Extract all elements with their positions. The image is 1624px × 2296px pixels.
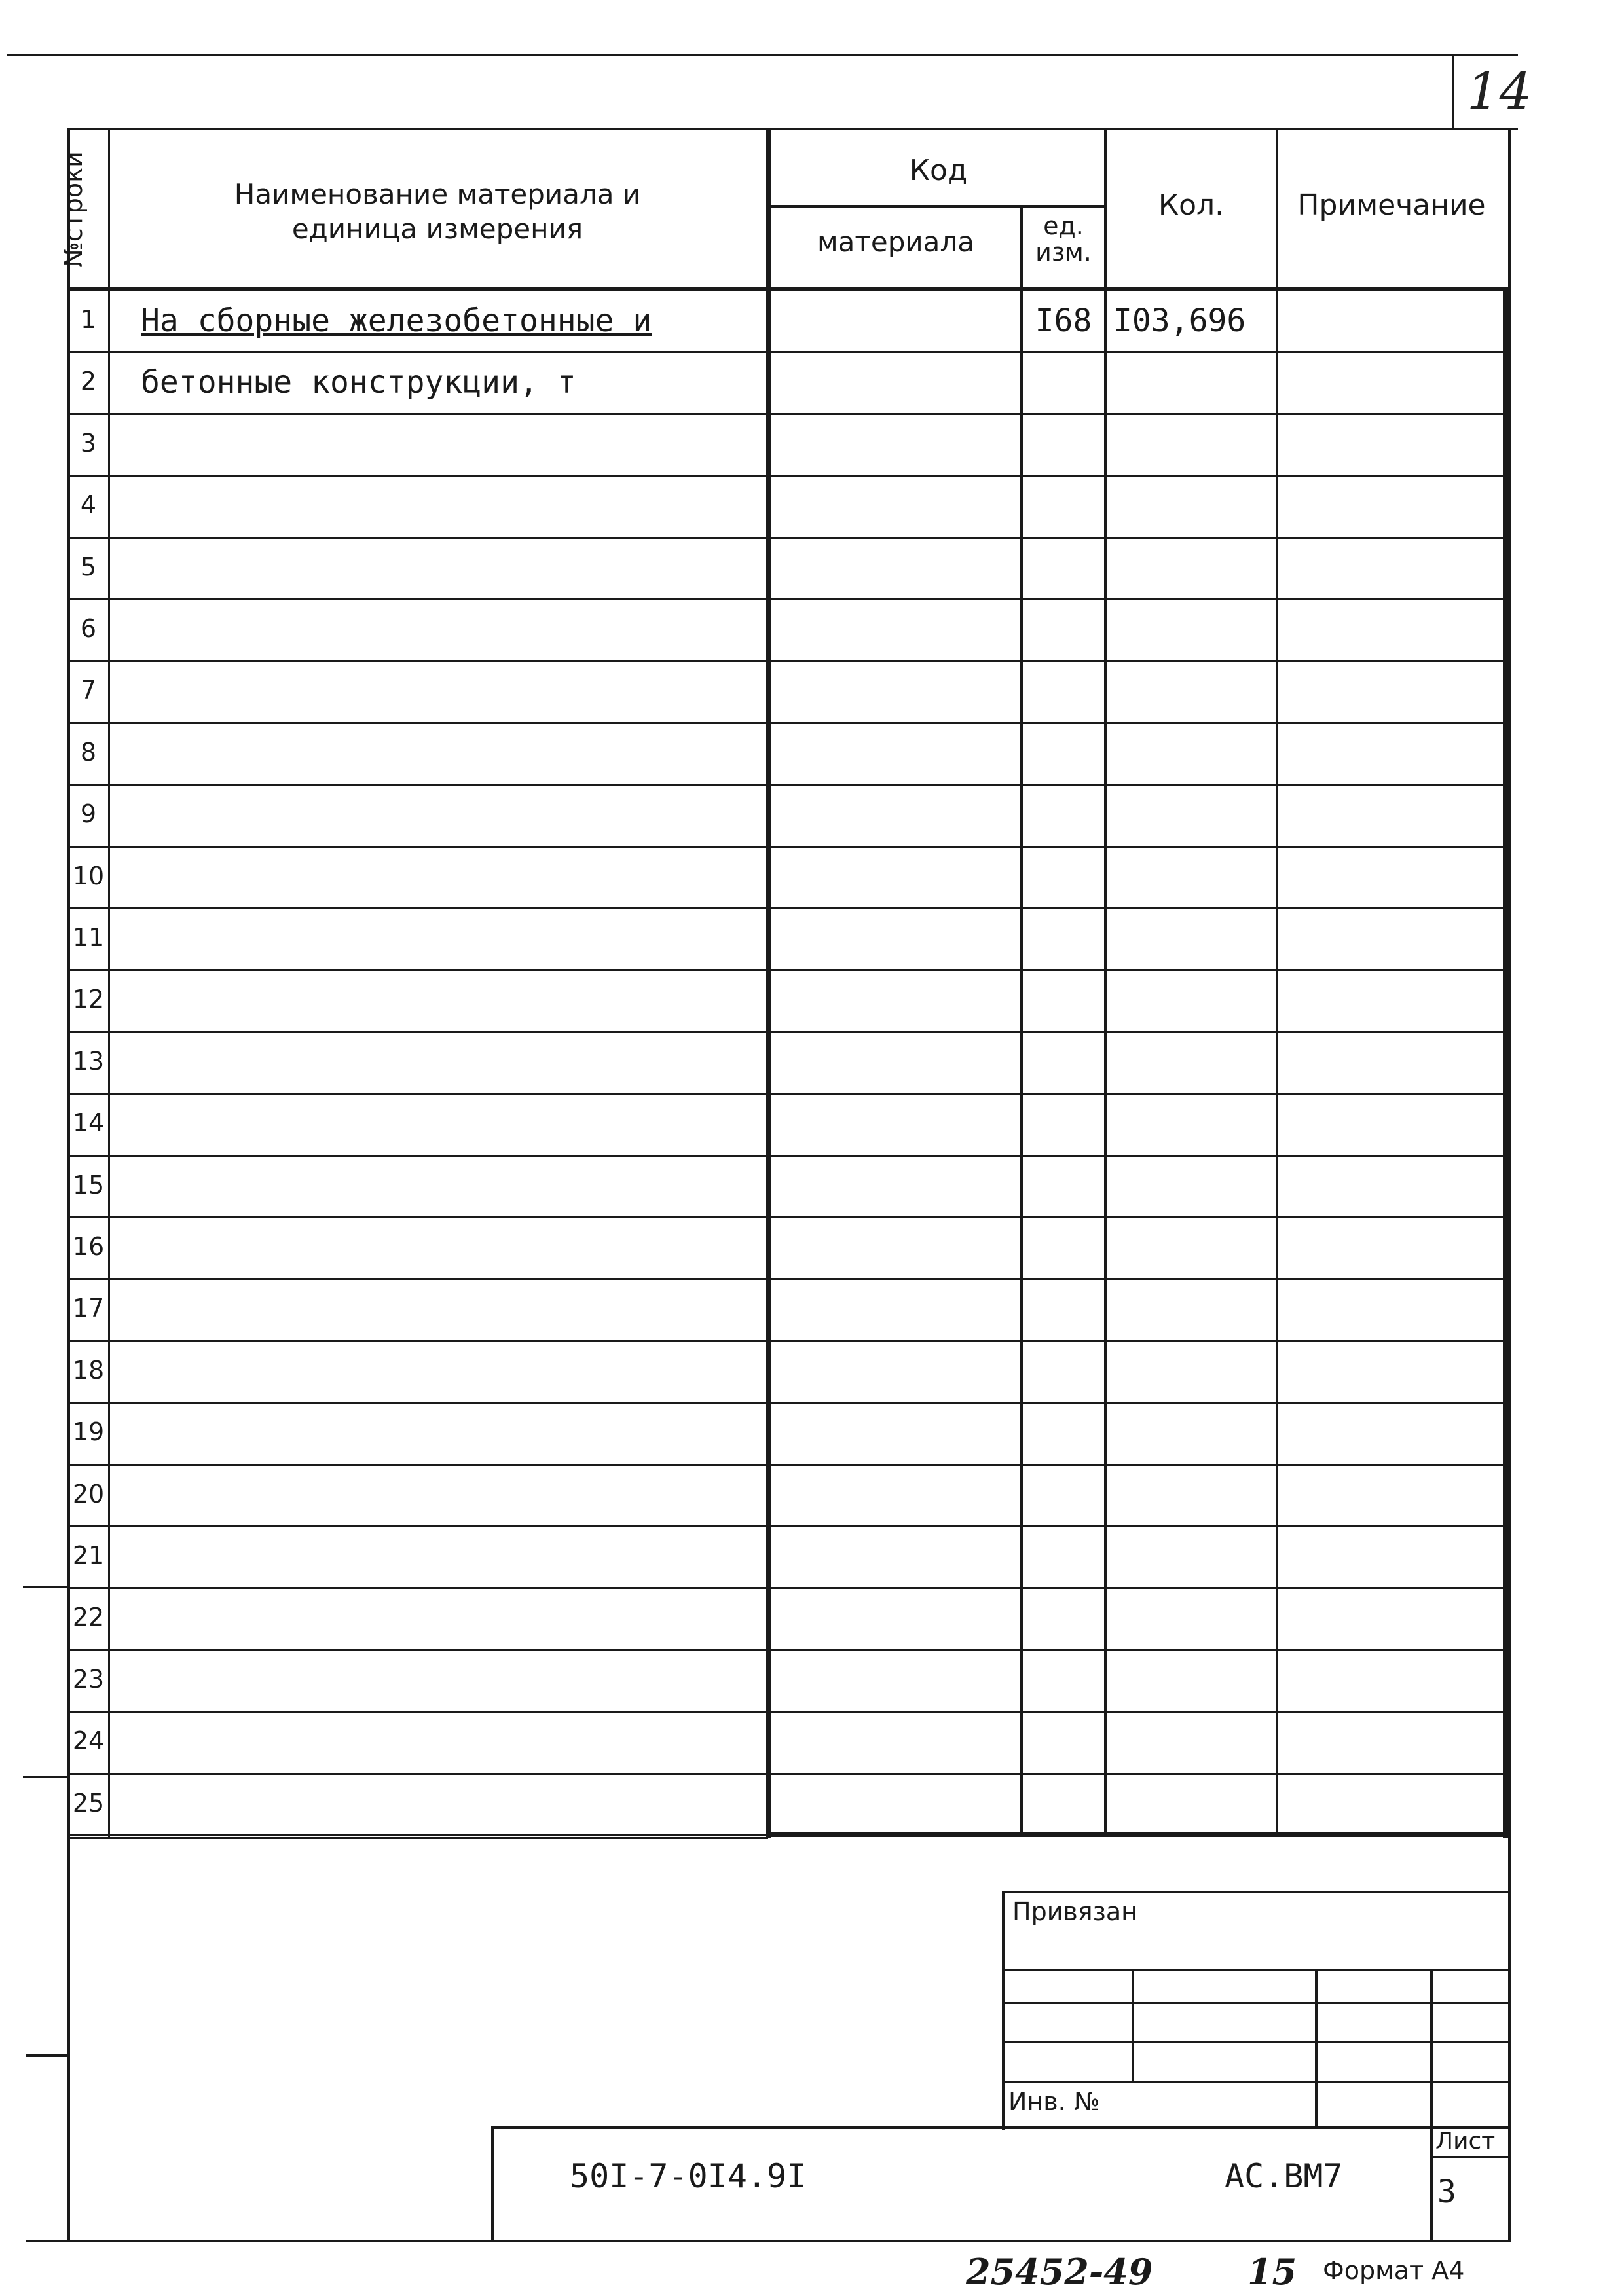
stamp-sheet-line (1430, 2156, 1511, 2158)
table-row (0, 538, 1508, 600)
margin-mark-1 (23, 1586, 69, 1588)
row-number: 17 (72, 1294, 105, 1322)
header-material: материала (817, 226, 974, 258)
stamp-col-2 (1315, 1969, 1318, 2126)
footer-format: Формат А4 (1323, 2256, 1465, 2285)
row-number: 16 (72, 1232, 105, 1261)
table-bottom-thin (67, 1837, 768, 1839)
table-row (0, 1465, 1508, 1527)
header-row-number: №строки (59, 151, 88, 268)
stamp-left (1002, 1891, 1005, 2130)
table-row (0, 1032, 1508, 1094)
table-row (0, 1712, 1508, 1774)
footer-handwritten-number: 25452-49 (966, 2251, 1153, 2293)
table-row (0, 1279, 1508, 1341)
row-number: 10 (72, 862, 105, 890)
row-number: 22 (72, 1603, 105, 1631)
row-number: 14 (72, 1108, 105, 1137)
header-unit-line2: изм. (1035, 238, 1092, 266)
table-row (0, 970, 1508, 1032)
row-number: 4 (80, 490, 97, 519)
row-number: 5 (80, 553, 97, 581)
row-number: 1 (80, 305, 97, 334)
row-number: 6 (80, 614, 97, 643)
row-number: 25 (72, 1789, 105, 1817)
stamp-doc-top (491, 2126, 1511, 2129)
row-number: 19 (72, 1417, 105, 1446)
table-row (0, 600, 1508, 661)
row-number: 15 (72, 1171, 105, 1199)
table-bottom-line (766, 1832, 1511, 1837)
table-row (0, 909, 1508, 970)
row-number: 12 (72, 985, 105, 1013)
header-quantity: Кол. (1158, 189, 1225, 222)
stamp-line-2 (1002, 2002, 1511, 2004)
stamp-doc-number: 50I-7-0I4.9I (570, 2157, 807, 2195)
row-number: 9 (80, 799, 97, 828)
row-quantity-cell: I03,696 (1113, 302, 1246, 339)
table-row (0, 476, 1508, 538)
row-number: 3 (80, 429, 97, 458)
stamp-col-3 (1430, 1969, 1433, 2240)
frame-bottom (26, 2240, 1511, 2242)
stamp-line-4 (1002, 2081, 1511, 2083)
header-name-line1: Наименование материала и (234, 178, 641, 210)
stamp-line-1 (1002, 1969, 1511, 1971)
table-row (0, 414, 1508, 476)
row-number: 11 (72, 923, 105, 952)
table-row (0, 1341, 1508, 1403)
table-row (0, 1403, 1508, 1465)
frame-top (67, 128, 1518, 130)
row-name-cell: бетонные конструкции, т (141, 364, 576, 401)
stamp-line-3 (1002, 2041, 1511, 2043)
table-row (0, 1218, 1508, 1279)
row-unit-code-cell: I68 (1035, 302, 1092, 339)
table-row (0, 785, 1508, 847)
top-border (7, 54, 1518, 56)
frame-right (1508, 128, 1511, 2242)
header-note: Примечание (1297, 189, 1486, 222)
stamp-doc-left (491, 2126, 494, 2240)
table-row (0, 1588, 1508, 1650)
table-row (0, 847, 1508, 909)
sheet-mark: 14 (1467, 62, 1532, 121)
row-name-cell: На сборные железобетонные и (141, 302, 652, 339)
header-unit-line1: ед. (1043, 211, 1084, 240)
stamp-sheet-number: 3 (1437, 2174, 1456, 2210)
table-row (0, 661, 1508, 723)
stamp-sheet-label: Лист (1435, 2128, 1496, 2155)
row-number: 13 (72, 1047, 105, 1076)
row-number: 21 (72, 1541, 105, 1570)
row-number: 24 (72, 1726, 105, 1755)
row-number: 2 (80, 367, 97, 395)
table-row (0, 1650, 1508, 1712)
header-name-line2: единица измерения (291, 213, 583, 245)
row-number: 20 (72, 1480, 105, 1508)
row-number: 23 (72, 1665, 105, 1694)
stamp-top (1002, 1891, 1511, 1893)
stamp-linked-label: Привязан (1012, 1897, 1137, 1926)
stamp-doc-code: АС.ВМ7 (1225, 2157, 1343, 2195)
code-subheader-line (766, 205, 1107, 208)
header-code: Код (909, 154, 968, 187)
stamp-inv-label: Инв. № (1008, 2087, 1100, 2116)
row-number: 7 (80, 676, 97, 704)
stamp-col-1 (1132, 1969, 1134, 2081)
table-row (0, 1094, 1508, 1156)
table-row (0, 1774, 1508, 1836)
margin-mark-3 (26, 2054, 69, 2057)
table-row (0, 723, 1508, 785)
table-row (0, 1527, 1508, 1588)
margin-mark-2 (23, 1776, 69, 1778)
row-number: 8 (80, 738, 97, 767)
table-row (0, 1156, 1508, 1218)
footer-handwritten-number-2: 15 (1247, 2251, 1297, 2293)
table-row (0, 291, 1508, 352)
row-number: 18 (72, 1356, 105, 1385)
table-row (0, 352, 1508, 414)
sheet-mark-divider (1452, 54, 1454, 129)
